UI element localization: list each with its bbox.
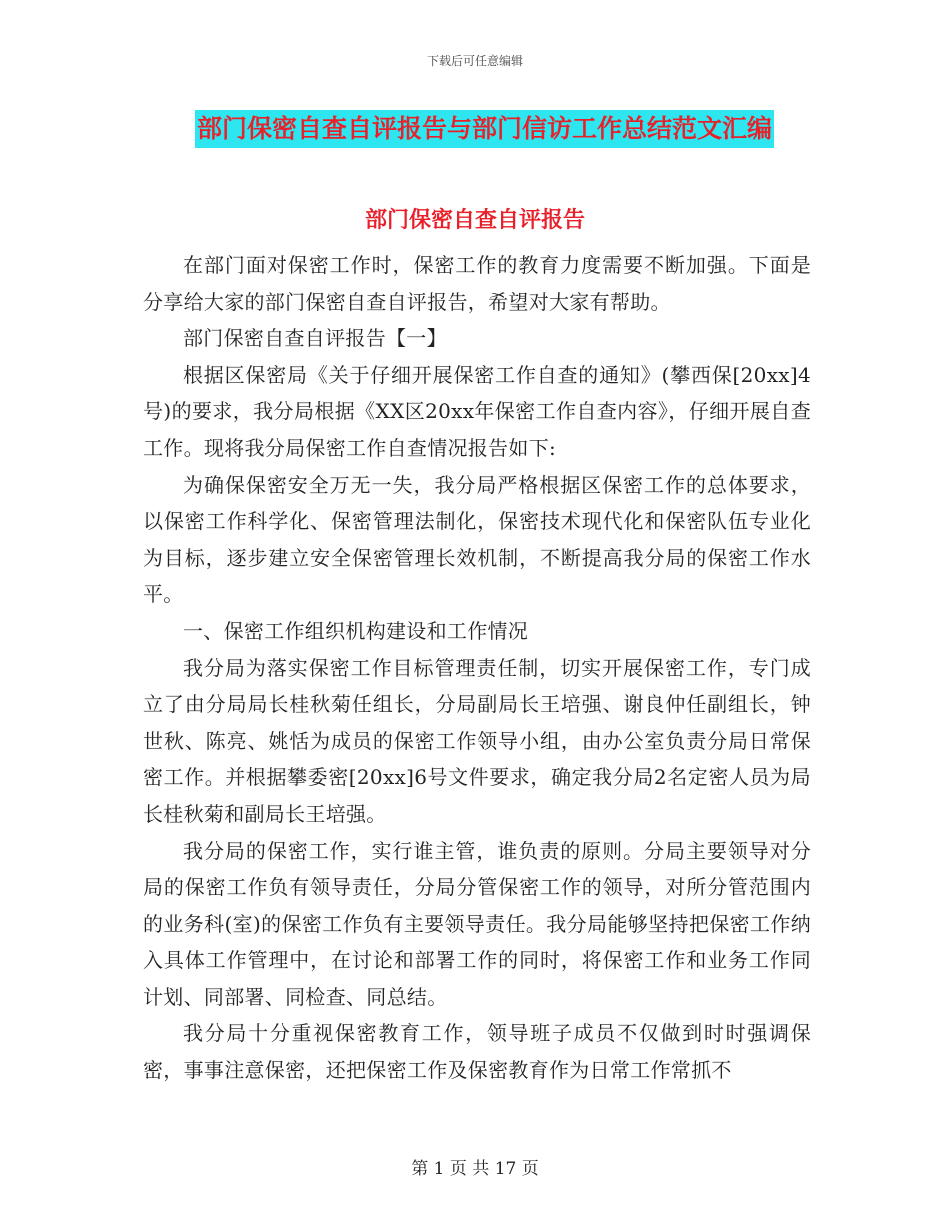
paragraph: 为确保保密安全万无一失，我分局严格根据区保密工作的总体要求，以保密工作科学化、保密管理法制化，保密技术现代化和保密队伍专业化为目标，逐步建立安全保密管理长效机制，不断提高我分局的保密工作水平。 bbox=[143, 472, 811, 607]
sub-title: 部门保密自查自评报告 bbox=[364, 207, 585, 233]
paragraph: 在部门面对保密工作时，保密工作的教育力度需要不断加强。下面是分享给大家的部门保密自查自评报告，希望对大家有帮助。 bbox=[143, 253, 811, 314]
section-heading: 一、保密工作组织机构建设和工作情况 bbox=[183, 618, 529, 643]
paragraph: 部门保密自查自评报告【一】 bbox=[183, 326, 447, 351]
paragraph: 根据区保密局《关于仔细开展保密工作自查的通知》(攀西保[20xx]4号)的要求，我分局根据《XX区20xx年保密工作自查内容》，仔细开展自查工作。现将我分局保密工作自查情况报告如下: bbox=[143, 362, 811, 460]
page-footer: 第 1 页 共 17 页 bbox=[411, 1159, 539, 1179]
paragraph: 我分局十分重视保密教育工作，领导班子成员不仅做到时时强调保密，事事注意保密，还把保密工作及保密教育作为日常工作常抓不 bbox=[143, 1021, 811, 1083]
main-title: 部门保密自查自评报告与部门信访工作总结范文汇编 bbox=[195, 110, 774, 148]
paragraph: 我分局的保密工作，实行谁主管，谁负责的原则。分局主要领导对分局的保密工作负有领导责任，分局分管保密工作的领导，对所分管范围内的业务科(室)的保密工作负有主要领导责任。我分局能够坚持把保密工作纳入具体工作管理中，在讨论和部署工作的同时，将保密工作和业务工作同计划、同部署、同检查、同总结。 bbox=[143, 838, 811, 1009]
paragraph: 我分局为落实保密工作目标管理责任制，切实开展保密工作，专门成立了由分局局长桂秋菊任组长，分局副局长王培强、谢良仲任副组长，钟世秋、陈亮、姚恬为成员的保密工作领导小组，由办公室负责分局日常保密工作。并根据攀委密[20xx]6号文件要求，确定我分局2名定密人员为局长桂秋菊和副局长王培强。 bbox=[143, 655, 811, 826]
document-body bbox=[143, 247, 811, 1089]
header-note: 下载后可任意编辑 bbox=[426, 54, 523, 68]
